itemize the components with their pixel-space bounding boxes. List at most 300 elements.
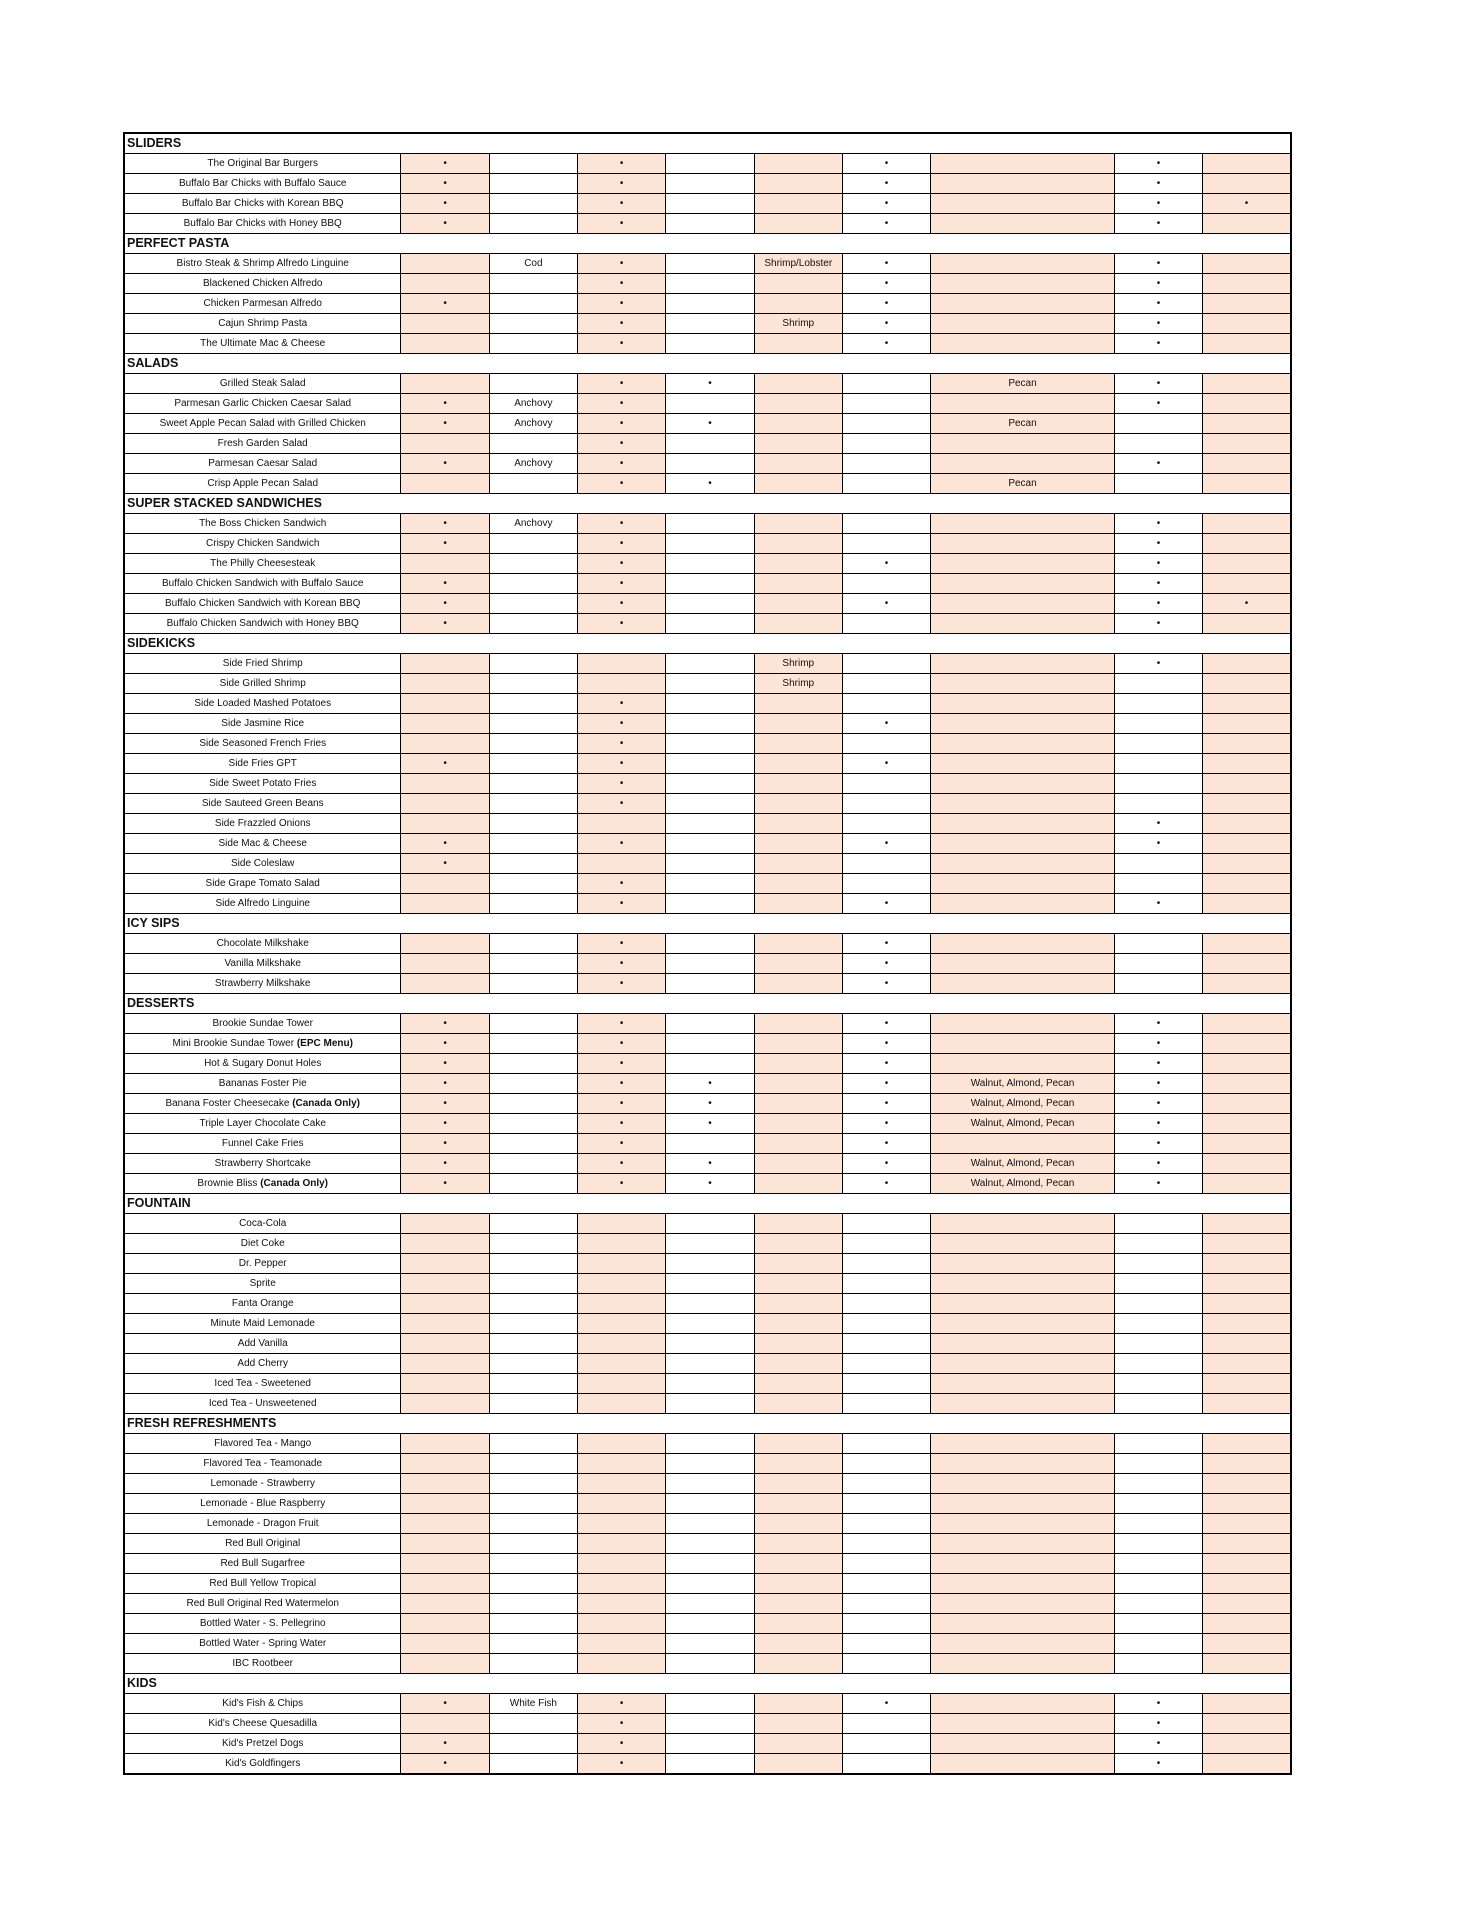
allergen-cell [931, 1254, 1115, 1274]
allergen-cell: Walnut, Almond, Pecan [931, 1154, 1115, 1174]
menu-item-name [124, 854, 401, 874]
allergen-cell [489, 154, 577, 174]
allergen-cell: • [842, 1174, 930, 1194]
allergen-cell [1203, 1614, 1291, 1634]
allergen-cell: • [578, 1054, 666, 1074]
menu-item-name [124, 1614, 401, 1634]
section-header-row [124, 1674, 1291, 1694]
table-row [124, 894, 1291, 914]
menu-item-label: Flavored Tea - Mango [214, 1438, 312, 1449]
menu-item-name [124, 1634, 401, 1654]
allergen-cell [401, 1474, 489, 1494]
allergen-cell [931, 254, 1115, 274]
menu-item-name [124, 814, 401, 834]
menu-item-label: Add Vanilla [237, 1338, 288, 1349]
allergen-cell [754, 1634, 842, 1654]
allergen-cell: • [401, 1734, 489, 1754]
allergen-cell [489, 954, 577, 974]
allergen-cell [931, 654, 1115, 674]
allergen-cell [1203, 1514, 1291, 1534]
section-header-row [124, 634, 1291, 654]
allergen-cell [666, 254, 754, 274]
allergen-cell: • [401, 1094, 489, 1114]
menu-item-label: The Philly Cheesesteak [210, 558, 316, 569]
menu-item-label: Lemonade - Blue Raspberry [200, 1498, 326, 1509]
allergen-cell [1114, 1294, 1202, 1314]
menu-item-label: Iced Tea - Unsweetened [208, 1398, 317, 1409]
allergen-cell [401, 554, 489, 574]
allergen-cell: • [578, 894, 666, 914]
allergen-cell [401, 734, 489, 754]
allergen-cell [931, 1214, 1115, 1234]
allergen-cell [1203, 1174, 1291, 1194]
menu-item-label: Kid's Pretzel Dogs [222, 1738, 304, 1749]
allergen-cell [931, 1694, 1115, 1714]
menu-item-name [124, 1334, 401, 1354]
allergen-cell [754, 1474, 842, 1494]
allergen-cell [754, 734, 842, 754]
allergen-cell [489, 214, 577, 234]
allergen-cell [489, 894, 577, 914]
allergen-cell [489, 934, 577, 954]
allergen-cell [1203, 754, 1291, 774]
menu-item-label: Bistro Steak & Shrimp Alfredo Linguine [176, 258, 349, 269]
allergen-cell [1203, 1754, 1291, 1775]
allergen-cell [489, 714, 577, 734]
allergen-cell: • [578, 734, 666, 754]
allergen-cell [931, 394, 1115, 414]
allergen-cell: • [1114, 274, 1202, 294]
allergen-cell [931, 1054, 1115, 1074]
allergen-cell: • [842, 894, 930, 914]
allergen-cell [1203, 1734, 1291, 1754]
allergen-cell [401, 1394, 489, 1414]
menu-item-label: Add Cherry [237, 1358, 288, 1369]
allergen-cell [842, 414, 930, 434]
allergen-cell [1114, 1214, 1202, 1234]
menu-item-name [124, 1274, 401, 1294]
table-row [124, 1334, 1291, 1354]
allergen-cell [931, 934, 1115, 954]
allergen-cell [754, 1354, 842, 1374]
allergen-cell [401, 1214, 489, 1234]
table-row [124, 1534, 1291, 1554]
menu-item-name [124, 574, 401, 594]
table-row [124, 774, 1291, 794]
allergen-cell [578, 1574, 666, 1594]
allergen-cell: • [842, 254, 930, 274]
allergen-cell [931, 1474, 1115, 1494]
menu-item-name [124, 534, 401, 554]
allergen-cell [401, 434, 489, 454]
allergen-cell: • [666, 1074, 754, 1094]
allergen-cell [1203, 1654, 1291, 1674]
allergen-cell [1203, 934, 1291, 954]
allergen-cell [931, 614, 1115, 634]
allergen-cell [666, 1314, 754, 1334]
allergen-cell [489, 1594, 577, 1614]
table-row [124, 1354, 1291, 1374]
allergen-cell [754, 1734, 842, 1754]
allergen-cell: • [578, 1154, 666, 1174]
table-row [124, 294, 1291, 314]
allergen-cell: • [578, 154, 666, 174]
allergen-cell [1203, 214, 1291, 234]
allergen-cell [931, 1354, 1115, 1374]
allergen-cell [754, 414, 842, 434]
table-row [124, 454, 1291, 474]
allergen-cell [1203, 1534, 1291, 1554]
menu-item-label: Side Sauteed Green Beans [201, 798, 324, 809]
allergen-cell [666, 1554, 754, 1574]
menu-item-name [124, 1574, 401, 1594]
allergen-cell: • [1114, 154, 1202, 174]
allergen-cell [754, 1174, 842, 1194]
allergen-cell: • [842, 334, 930, 354]
table-row [124, 1654, 1291, 1674]
menu-item-name [124, 214, 401, 234]
allergen-cell [1114, 714, 1202, 734]
allergen-cell [931, 1014, 1115, 1034]
allergen-cell [578, 1474, 666, 1494]
menu-item-label: Coca-Cola [239, 1218, 287, 1229]
allergen-cell [401, 894, 489, 914]
allergen-cell: Walnut, Almond, Pecan [931, 1094, 1115, 1114]
section-header-row [124, 994, 1291, 1014]
menu-item-name [124, 734, 401, 754]
allergen-cell [666, 1274, 754, 1294]
allergen-cell [754, 1654, 842, 1674]
allergen-cell [931, 534, 1115, 554]
allergen-cell: • [578, 694, 666, 714]
table-row [124, 1634, 1291, 1654]
allergen-cell [666, 1534, 754, 1554]
allergen-cell [489, 1114, 577, 1134]
menu-item-label: Minute Maid Lemonade [210, 1318, 315, 1329]
allergen-cell [842, 1274, 930, 1294]
menu-item-label: Sweet Apple Pecan Salad with Grilled Chicken [159, 418, 366, 429]
allergen-cell [1203, 1254, 1291, 1274]
allergen-cell [842, 734, 930, 754]
allergen-cell [1114, 1434, 1202, 1454]
menu-item-label: Side Mac & Cheese [218, 838, 307, 849]
allergen-cell [401, 974, 489, 994]
allergen-cell: Anchovy [489, 394, 577, 414]
allergen-cell [489, 374, 577, 394]
allergen-cell: Shrimp [754, 654, 842, 674]
allergen-cell [578, 1554, 666, 1574]
table-row [124, 574, 1291, 594]
allergen-cell: • [842, 1134, 930, 1154]
allergen-cell [666, 774, 754, 794]
allergen-cell [401, 374, 489, 394]
allergen-cell [842, 1594, 930, 1614]
allergen-cell [931, 574, 1115, 594]
allergen-cell [1203, 1294, 1291, 1314]
table-row [124, 954, 1291, 974]
menu-item-name [124, 1654, 401, 1674]
table-row [124, 814, 1291, 834]
allergen-cell [578, 1234, 666, 1254]
allergen-cell [666, 1494, 754, 1514]
allergen-cell: • [842, 1054, 930, 1074]
allergen-cell [1203, 834, 1291, 854]
allergen-cell: • [842, 314, 930, 334]
section-title: SIDEKICKS [124, 634, 1291, 654]
table-row [124, 1114, 1291, 1134]
allergen-cell [754, 374, 842, 394]
allergen-cell: • [401, 294, 489, 314]
allergen-cell [754, 1094, 842, 1114]
allergen-cell [489, 654, 577, 674]
allergen-cell [401, 774, 489, 794]
allergen-cell: • [401, 1174, 489, 1194]
menu-item-name [124, 1234, 401, 1254]
allergen-cell [489, 1374, 577, 1394]
allergen-cell: • [666, 474, 754, 494]
allergen-cell [401, 674, 489, 694]
allergen-cell: • [578, 774, 666, 794]
menu-item-label: Side Alfredo Linguine [215, 898, 310, 909]
allergen-cell [489, 1454, 577, 1474]
allergen-cell: • [1114, 1694, 1202, 1714]
allergen-cell [754, 1274, 842, 1294]
allergen-cell [754, 1494, 842, 1514]
allergen-cell [931, 674, 1115, 694]
allergen-cell [754, 1374, 842, 1394]
allergen-cell [401, 794, 489, 814]
table-row [124, 1234, 1291, 1254]
allergen-cell [401, 1454, 489, 1474]
allergen-cell [489, 1734, 577, 1754]
menu-item-name [124, 1514, 401, 1534]
allergen-cell [754, 1554, 842, 1574]
allergen-cell: Anchovy [489, 414, 577, 434]
allergen-cell [489, 1514, 577, 1534]
table-row [124, 214, 1291, 234]
allergen-cell [1203, 1494, 1291, 1514]
menu-item-label: Crispy Chicken Sandwich [206, 538, 320, 549]
allergen-cell [1203, 1554, 1291, 1574]
menu-item-name [124, 1754, 401, 1775]
allergen-cell [931, 294, 1115, 314]
allergen-cell [754, 794, 842, 814]
table-row [124, 274, 1291, 294]
table-row [124, 1694, 1291, 1714]
allergen-cell [1203, 1474, 1291, 1494]
allergen-cell [666, 554, 754, 574]
allergen-cell [1203, 574, 1291, 594]
menu-item-label: Side Jasmine Rice [221, 718, 305, 729]
table-row [124, 694, 1291, 714]
allergen-cell [401, 1634, 489, 1654]
menu-item-name [124, 594, 401, 614]
table-row [124, 674, 1291, 694]
allergen-cell [1114, 1274, 1202, 1294]
allergen-cell [578, 654, 666, 674]
allergen-cell: • [401, 614, 489, 634]
allergen-cell: • [578, 754, 666, 774]
menu-item-label: Dr. Pepper [238, 1258, 287, 1269]
allergen-cell [754, 214, 842, 234]
menu-item-label: Bananas Foster Pie [218, 1078, 307, 1089]
allergen-cell [842, 1374, 930, 1394]
allergen-cell: • [578, 1034, 666, 1054]
table-row [124, 1454, 1291, 1474]
section-title: FOUNTAIN [124, 1194, 1291, 1214]
allergen-cell [1203, 714, 1291, 734]
allergen-cell: • [578, 414, 666, 434]
allergen-cell [931, 274, 1115, 294]
allergen-cell [842, 814, 930, 834]
allergen-cell [1114, 694, 1202, 714]
allergen-cell [1114, 434, 1202, 454]
allergen-cell [1203, 1074, 1291, 1094]
menu-item-label: Grilled Steak Salad [219, 378, 306, 389]
allergen-cell [1114, 794, 1202, 814]
section-header-row [124, 1414, 1291, 1434]
allergen-cell [754, 974, 842, 994]
menu-item-name [124, 654, 401, 674]
allergen-cell [1114, 474, 1202, 494]
allergen-cell [754, 294, 842, 314]
allergen-cell [1203, 1334, 1291, 1354]
allergen-cell [489, 1234, 577, 1254]
section-title: DESSERTS [124, 994, 1291, 1014]
allergen-cell: • [578, 334, 666, 354]
menu-item-note: (Canada Only) [292, 1098, 360, 1109]
allergen-cell [842, 1554, 930, 1574]
allergen-cell: • [401, 754, 489, 774]
allergen-cell [842, 1514, 930, 1534]
allergen-cell [754, 194, 842, 214]
table-row [124, 514, 1291, 534]
allergen-cell: White Fish [489, 1694, 577, 1714]
menu-item-name [124, 414, 401, 434]
allergen-cell: • [1114, 814, 1202, 834]
menu-item-name [124, 714, 401, 734]
menu-item-label: Lemonade - Strawberry [210, 1478, 315, 1489]
allergen-cell [754, 1594, 842, 1614]
menu-item-label: Red Bull Original Red Watermelon [186, 1598, 339, 1609]
allergen-cell [666, 214, 754, 234]
allergen-cell [842, 1714, 930, 1734]
allergen-cell [489, 1134, 577, 1154]
menu-item-label: Iced Tea - Sweetened [214, 1378, 311, 1389]
allergen-cell [666, 954, 754, 974]
allergen-table [123, 132, 1292, 1775]
allergen-cell [1203, 414, 1291, 434]
allergen-cell [666, 1354, 754, 1374]
allergen-cell [754, 594, 842, 614]
allergen-cell [401, 1594, 489, 1614]
allergen-cell: Walnut, Almond, Pecan [931, 1174, 1115, 1194]
allergen-cell [489, 674, 577, 694]
menu-item-name [124, 674, 401, 694]
allergen-cell [666, 1214, 754, 1234]
allergen-cell [666, 594, 754, 614]
allergen-cell [666, 1294, 754, 1314]
allergen-cell: Anchovy [489, 454, 577, 474]
menu-item-label: Buffalo Bar Chicks with Korean BBQ [181, 198, 344, 209]
allergen-cell [1114, 1634, 1202, 1654]
menu-item-name [124, 334, 401, 354]
allergen-cell: • [1114, 534, 1202, 554]
menu-item-label: Blackened Chicken Alfredo [202, 278, 323, 289]
allergen-cell: • [1114, 894, 1202, 914]
allergen-cell [842, 774, 930, 794]
allergen-cell [1203, 374, 1291, 394]
allergen-cell [754, 694, 842, 714]
menu-item-name [124, 1134, 401, 1154]
allergen-cell [842, 1634, 930, 1654]
allergen-cell [754, 954, 842, 974]
allergen-cell: • [401, 1014, 489, 1034]
allergen-cell: • [578, 214, 666, 234]
allergen-cell [578, 1434, 666, 1454]
allergen-cell: • [401, 454, 489, 474]
menu-item-label: Chocolate Milkshake [216, 938, 309, 949]
allergen-cell [666, 394, 754, 414]
menu-item-label: Fresh Garden Salad [217, 438, 308, 449]
allergen-cell [666, 874, 754, 894]
menu-item-name [124, 1174, 401, 1194]
allergen-cell [1203, 1454, 1291, 1474]
menu-item-label: Chicken Parmesan Alfredo [203, 298, 322, 309]
allergen-cell: • [1114, 554, 1202, 574]
allergen-cell [842, 1214, 930, 1234]
table-row [124, 174, 1291, 194]
allergen-cell: • [1203, 194, 1291, 214]
allergen-cell [931, 954, 1115, 974]
allergen-cell: • [578, 514, 666, 534]
allergen-cell: • [666, 1154, 754, 1174]
allergen-cell: • [1114, 1114, 1202, 1134]
table-row [124, 1054, 1291, 1074]
allergen-cell: • [578, 1074, 666, 1094]
allergen-cell [1114, 1494, 1202, 1514]
allergen-cell [842, 654, 930, 674]
allergen-cell: • [842, 1694, 930, 1714]
allergen-cell: • [1114, 254, 1202, 274]
allergen-cell [401, 334, 489, 354]
allergen-cell [1114, 734, 1202, 754]
menu-item-label: Side Sweet Potato Fries [209, 778, 317, 789]
allergen-cell [1114, 954, 1202, 974]
allergen-cell [842, 1614, 930, 1634]
allergen-cell [1203, 1034, 1291, 1054]
allergen-cell [489, 1474, 577, 1494]
allergen-cell: Pecan [931, 374, 1115, 394]
allergen-cell [842, 1534, 930, 1554]
allergen-cell [931, 834, 1115, 854]
section-title: SUPER STACKED SANDWICHES [124, 494, 1291, 514]
allergen-cell: • [842, 1114, 930, 1134]
allergen-cell [489, 314, 577, 334]
allergen-cell: Shrimp [754, 314, 842, 334]
allergen-cell: • [401, 834, 489, 854]
menu-item-name [124, 454, 401, 474]
allergen-cell [1203, 1714, 1291, 1734]
allergen-cell [489, 1394, 577, 1414]
allergen-cell: • [401, 1074, 489, 1094]
allergen-cell [1203, 1634, 1291, 1654]
allergen-cell: • [1114, 1094, 1202, 1114]
menu-item-name [124, 1054, 401, 1074]
table-row [124, 654, 1291, 674]
allergen-cell [578, 1534, 666, 1554]
allergen-cell [1114, 1534, 1202, 1554]
